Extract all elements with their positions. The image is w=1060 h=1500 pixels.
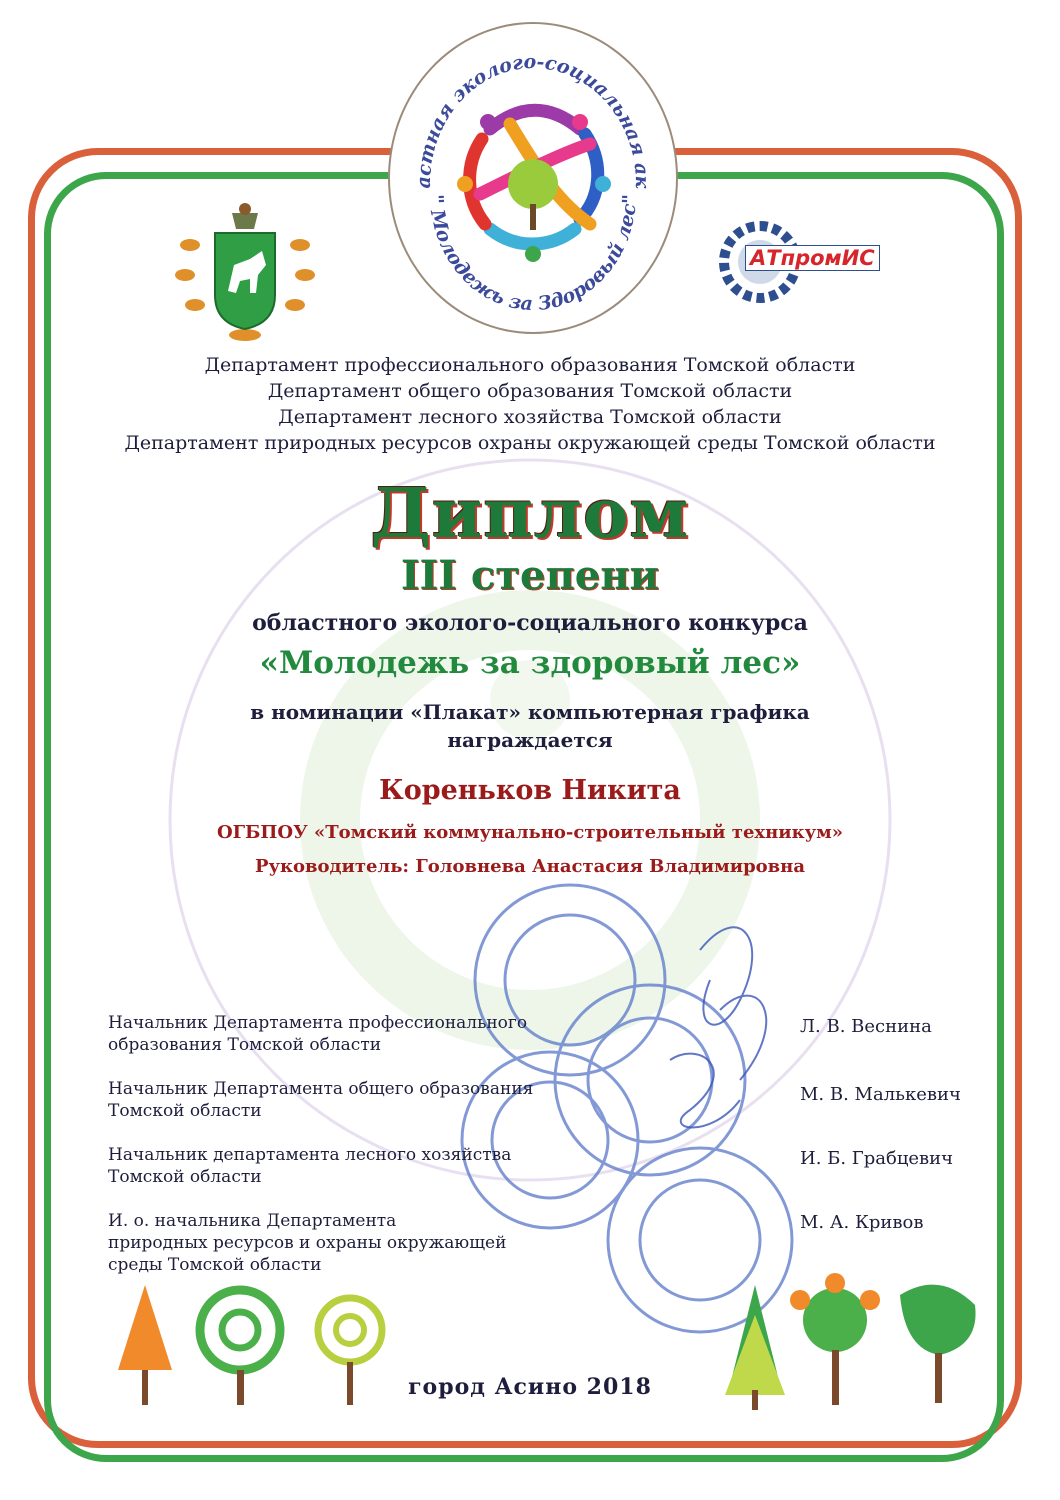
signature-name-3: И. Б. Грабцевич bbox=[800, 1148, 954, 1169]
logo-ring-text-bottom: " Молодежь за Здоровый лес" bbox=[424, 193, 642, 316]
department-line: Департамент природных ресурсов охраны окружающей среды Томской области bbox=[124, 432, 936, 454]
action-logo-graphic bbox=[390, 24, 676, 332]
department-list bbox=[60, 352, 1000, 456]
signature-title-4: И. о. начальника Департамента природных ресурсов и охраны окружающей среды Томской области bbox=[108, 1211, 507, 1275]
department-line: Департамент профессионального образования Томской области bbox=[204, 354, 856, 376]
awarded-line: награждается bbox=[447, 728, 613, 752]
department-line: Департамент лесного хозяйства Томской области bbox=[278, 406, 782, 428]
contest-name: «Молодежь за здоровый лес» bbox=[259, 645, 801, 681]
supervisor-name: Руководитель: Головнева Анастасия Владимировна bbox=[254, 856, 806, 877]
coat-of-arms-icon bbox=[170, 195, 320, 345]
signature-title-1: Начальник Департамента профессионального образования Томской области bbox=[108, 1013, 528, 1055]
signature-title-3: Начальник департамента лесного хозяйства Томской области bbox=[108, 1145, 512, 1187]
brand-name: АТпромИС bbox=[745, 245, 880, 271]
signature-title-2: Начальник Департамента общего образования Томской области bbox=[108, 1079, 534, 1121]
diploma-title: Диплом bbox=[370, 474, 690, 554]
nomination-block bbox=[60, 698, 1000, 754]
action-logo bbox=[388, 22, 678, 334]
organization-name: ОГБПОУ «Томский коммунально-строительный техникум» bbox=[216, 822, 844, 843]
logo-ring-text-top: астная эколого-социальная ак bbox=[412, 50, 654, 189]
department-line: Департамент общего образования Томской области bbox=[267, 380, 793, 402]
nomination-line: в номинации «Плакат» компьютерная графика bbox=[250, 700, 810, 724]
signature-name-2: М. В. Малькевич bbox=[800, 1084, 961, 1105]
city-year: город Асино 2018 bbox=[408, 1374, 652, 1400]
signature-name-1: Л. В. Веснина bbox=[800, 1016, 932, 1037]
brand-logo bbox=[715, 212, 875, 312]
contest-label: областного эколого-социального конкурса bbox=[252, 610, 808, 636]
recipient-name: Кореньков Никита bbox=[379, 775, 681, 806]
diploma-degree: III степени bbox=[400, 552, 660, 599]
signature-name-4: М. А. Кривов bbox=[800, 1212, 924, 1233]
